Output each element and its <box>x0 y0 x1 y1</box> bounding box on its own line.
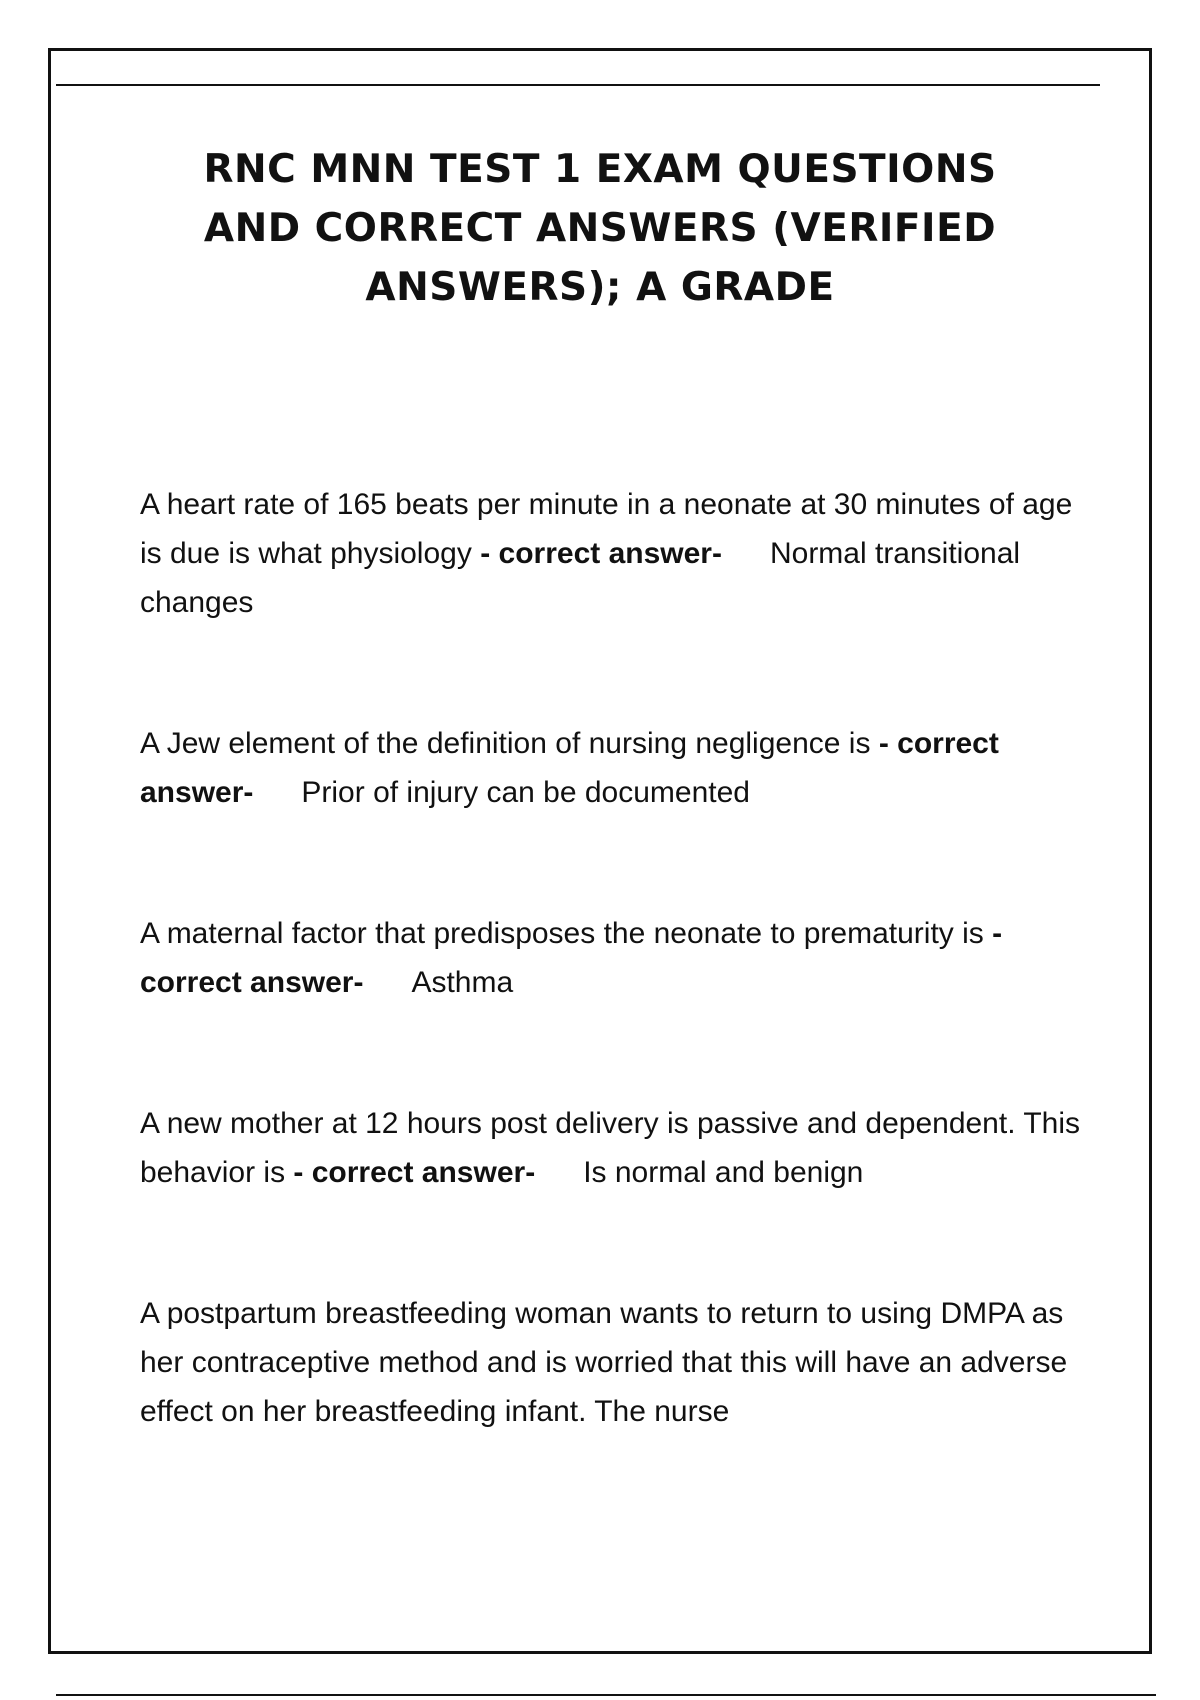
answer-text: Is normal and benign <box>583 1156 864 1189</box>
question-item-3 <box>140 909 1080 1007</box>
document-title: RNC MNN TEST 1 EXAM QUESTIONS AND CORRECT ANSWERS (VERIFIED ANSWERS); A GRADE <box>203 147 997 310</box>
question-item-1 <box>140 480 1080 627</box>
answer-label: - correct answer- <box>140 917 1003 999</box>
question-text: A maternal factor that predisposes the neonate to prematurity is <box>140 917 984 950</box>
top-divider <box>56 84 1100 86</box>
answer-label: - correct answer- <box>480 537 722 570</box>
bottom-divider <box>56 1694 1156 1696</box>
question-item-5 <box>140 1289 1080 1436</box>
question-item-2 <box>140 719 1080 817</box>
answer-label: - correct answer- <box>140 727 999 809</box>
question-text: A heart rate of 165 beats per minute in a neonate at 30 minutes of age is due is what physiology <box>140 488 1073 570</box>
question-item-4 <box>140 1099 1080 1197</box>
question-text: A new mother at 12 hours post delivery is passive and dependent. This behavior is <box>140 1107 1081 1189</box>
answer-label: - correct answer- <box>293 1156 536 1189</box>
answer-text: Prior of injury can be documented <box>301 776 750 809</box>
answer-text: Normal transitional changes <box>140 537 1021 619</box>
question-list <box>140 480 1080 1436</box>
question-text: A postpartum breastfeeding woman wants to return to using DMPA as her contraceptive method and is worried that this will have an adverse effect on her breastfeeding infant. The nurse <box>140 1297 1068 1428</box>
answer-text: Asthma <box>411 966 514 999</box>
question-text: A Jew element of the definition of nursing negligence is <box>140 727 871 760</box>
